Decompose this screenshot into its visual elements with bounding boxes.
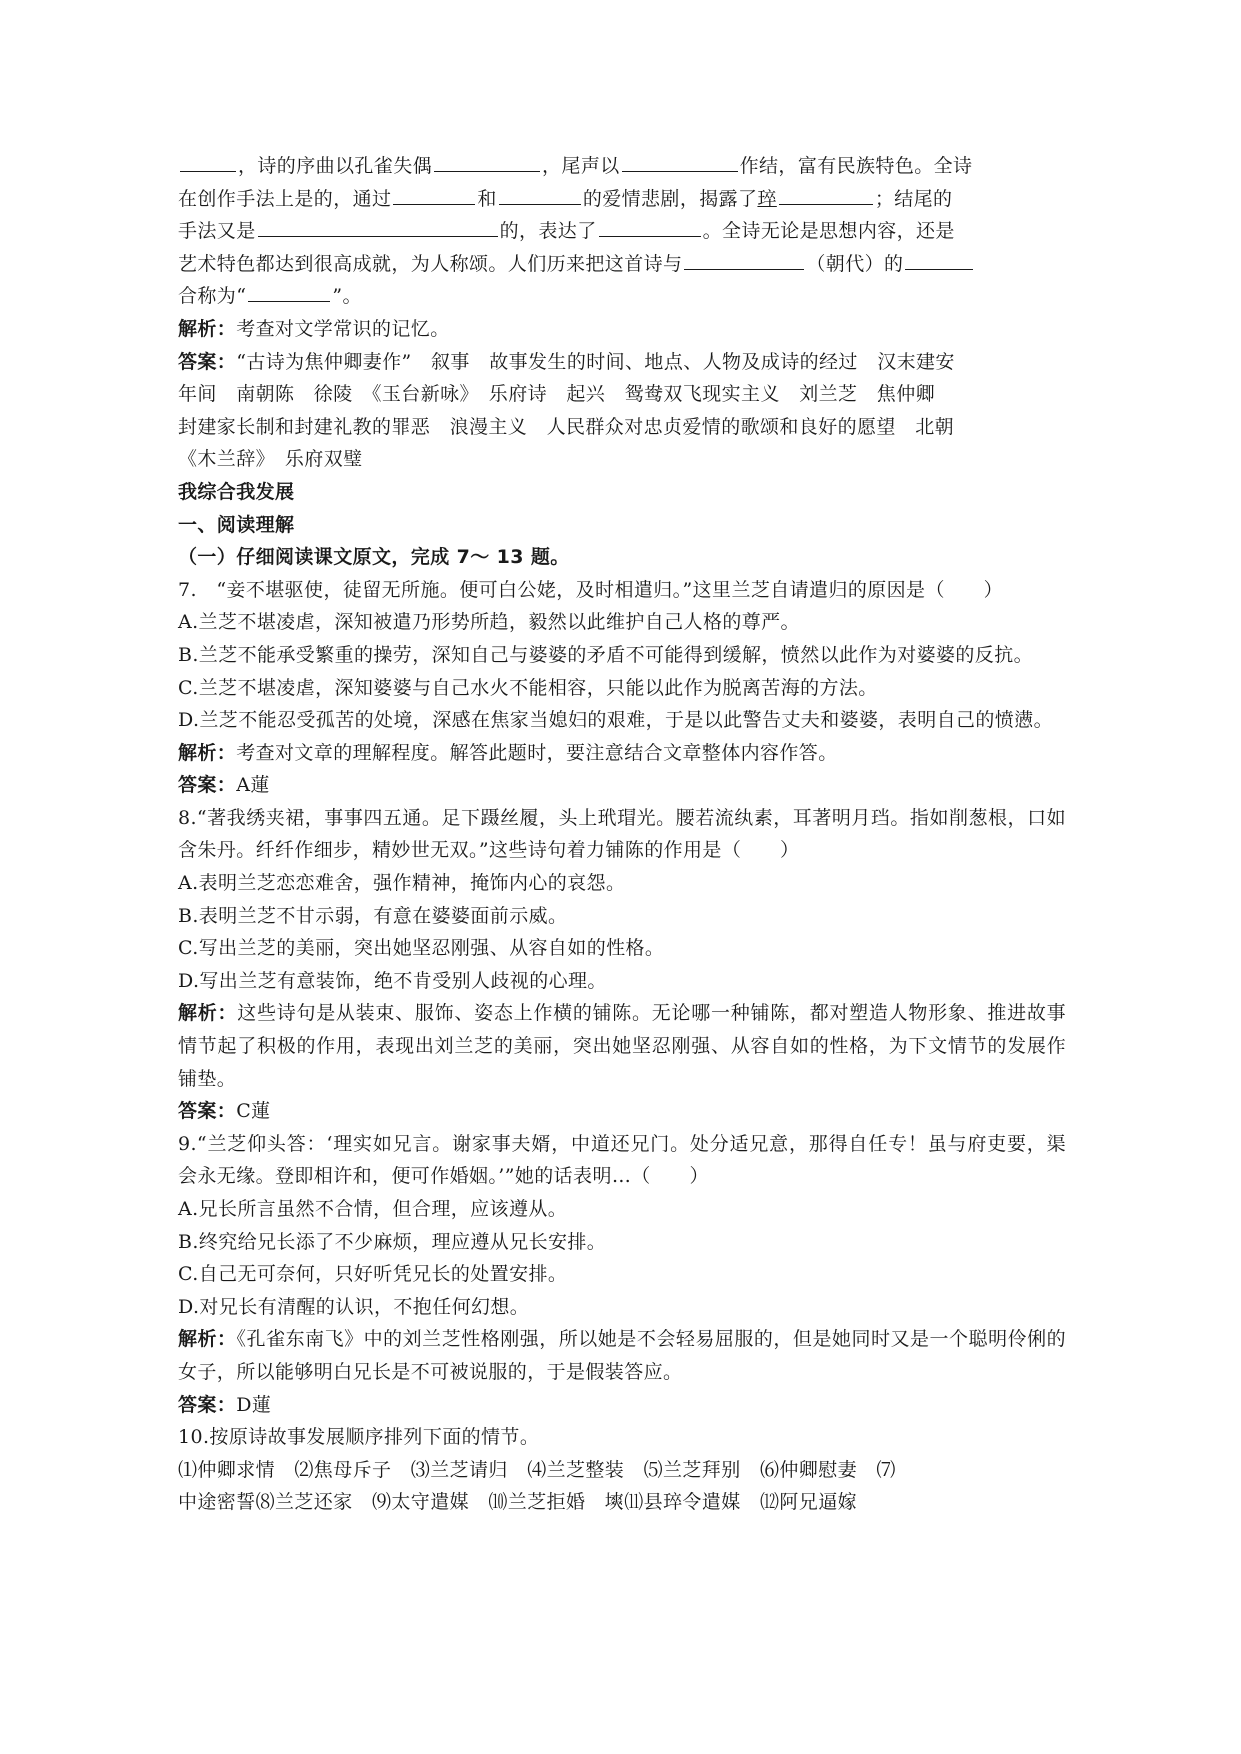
text: 艺术特色都达到很高成就，为人称颂。人们历来把这首诗与 — [178, 252, 683, 275]
q7-option-c: C.兰芝不堪凌虐，深知婆婆与自己水火不能相容，只能以此作为脱离苦海的方法。 — [178, 676, 878, 699]
blank — [258, 216, 498, 237]
blank — [684, 249, 804, 270]
blank — [180, 151, 236, 172]
answer-label: 答案： — [178, 1393, 237, 1416]
q7-answer — [178, 769, 1066, 802]
q9-option-b: B.终究给兄长添了不少麻烦，理应遵从兄长安排。 — [178, 1230, 607, 1253]
q6-answer-line-3: 封建家长制和封建礼教的罪恶 浪漫主义 人民群众对忠贞爱情的歌颂和良好的愿望 北朝 — [178, 415, 955, 438]
q7-option-d: D.兰芝不能忍受孤苦的处境，深感在焦家当媳妇的艰难，于是以此警告丈夫和婆婆，表明自己的愤懑。 — [178, 709, 1053, 732]
q9-option-c: C.自己无可奈何，只好听凭兄长的处置安排。 — [178, 1263, 568, 1286]
fill-line-4 — [178, 248, 1066, 281]
answer-label: 答案： — [178, 350, 237, 373]
q7-option-b: B.兰芝不能承受繁重的操劳，深知自己与婆婆的矛盾不可能得到缓解，愤然以此作为对婆婆的反抗。 — [178, 643, 1034, 666]
document-body — [178, 150, 1066, 1519]
text: 琗 — [757, 187, 777, 210]
answer-label: 答案： — [178, 774, 237, 797]
section-subtitle: 一、阅读理解 — [178, 513, 295, 536]
blank — [434, 151, 540, 172]
blank — [905, 249, 973, 270]
text: 作结，富有民族特色。全诗 — [739, 155, 973, 177]
q9-stem: 9.“兰芝仰头答：‘理实如兄言。谢家事夫婿，中道还兄门。处分适兄意，那得自任专！虽与府吏要，渠会永无缘。登即相许和，便可作婚姻。’”她的话表明…（ ） — [178, 1132, 1066, 1188]
text: ，尾声以 — [542, 155, 620, 177]
q9-analysis — [178, 1323, 1066, 1388]
analysis-label: 解析： — [178, 741, 237, 764]
text: 和 — [477, 187, 497, 210]
q9-answer — [178, 1389, 1066, 1422]
analysis-label: 解析： — [178, 317, 237, 340]
fill-line-3 — [178, 215, 1066, 248]
text: ”。 — [332, 285, 362, 308]
blank — [779, 184, 873, 205]
answer-text: A蓮 — [236, 774, 270, 797]
fill-line-2 — [178, 183, 1066, 216]
q6-answer — [178, 346, 1066, 379]
section-title: 我综合我发展 — [178, 480, 295, 503]
q8-option-a: A.表明兰芝恋恋难舍，强作精神，掩饰内心的哀怨。 — [178, 872, 626, 895]
q9-option-a: A.兄长所言虽然不合情，但合理，应该遵从。 — [178, 1198, 568, 1220]
q10-items-line-1: ⑴仲卿求情 ⑵焦母斥子 ⑶兰芝请归 ⑷兰芝整装 ⑸兰芝拜别 ⑹仲卿慰妻 ⑺ — [178, 1458, 896, 1481]
text: （朝代）的 — [806, 252, 904, 275]
blank — [248, 281, 330, 302]
text: 合称为“ — [178, 285, 247, 308]
q9-option-d: D.对兄长有清醒的认识，不抱任何幻想。 — [178, 1295, 530, 1318]
analysis-text: 《孔雀东南飞》中的刘兰芝性格刚强，所以她是不会轻易屈服的，但是她同时又是一个聪明伶俐的女子，所以能够明白兄长是不可被说服的，于是假装答应。 — [178, 1328, 1067, 1383]
q8-option-d: D.写出兰芝有意装饰，绝不肯受别人歧视的心理。 — [178, 969, 607, 992]
answer-text: C蓮 — [236, 1100, 271, 1123]
analysis-text: 这些诗句是从装束、服饰、姿态上作横的铺陈。无论哪一种铺陈，都对塑造人物形象、推进故事情节起了积极的作用，表现出刘兰芝的美丽，突出她坚忍刚强、从容自如的性格，为下文情节的发展作铺垫。 — [178, 1002, 1066, 1090]
q8-analysis — [178, 997, 1066, 1095]
q7-analysis — [178, 737, 1066, 770]
text: 在创作手法上是的，通过 — [178, 187, 392, 210]
fill-line-1 — [178, 150, 1066, 183]
q7-stem: 7. “妾不堪驱使，徒留无所施。便可白公姥，及时相遣归。”这里兰芝自请遣归的原因是（ ） — [178, 578, 1004, 601]
text: ；结尾的 — [874, 187, 953, 210]
blank — [393, 184, 475, 205]
q6-analysis — [178, 313, 1066, 346]
q6-answer-line-2: 年间 南朝陈 徐陵 《玉台新咏》 乐府诗 起兴 鸳鸯双飞现实主义 刘兰芝 焦仲卿 — [178, 383, 936, 406]
text: ，诗的序曲以孔雀失偶 — [238, 155, 433, 177]
text: 的爱情悲剧，揭露了 — [582, 187, 758, 210]
group-title: （一）仔细阅读课文原文，完成 7～ 13 题。 — [178, 546, 570, 569]
answer-text: “古诗为焦仲卿妻作” 叙事 故事发生的时间、地点、人物及成诗的经过 汉末建安 — [236, 350, 955, 373]
q8-answer — [178, 1095, 1066, 1128]
analysis-text: 考查对文章的理解程度。解答此题时，要注意结合文章整体内容作答。 — [236, 741, 838, 764]
blank — [622, 151, 738, 172]
analysis-label: 解析： — [178, 1002, 238, 1025]
blank — [499, 184, 581, 205]
fill-line-5 — [178, 280, 1066, 313]
q6-answer-line-4: 《木兰辞》 乐府双璧 — [178, 448, 363, 471]
analysis-text: 考查对文学常识的记忆。 — [236, 317, 450, 340]
text: 的，表达了 — [499, 220, 597, 243]
analysis-label: 解析： — [178, 1328, 237, 1351]
text: 。全诗无论是思想内容，还是 — [702, 220, 955, 243]
text: 手法又是 — [178, 220, 256, 243]
q10-stem: 10.按原诗故事发展顺序排列下面的情节。 — [178, 1426, 540, 1449]
q10-items-line-2: 中途密誓⑻兰芝还家 ⑼太守遣媒 ⑽兰芝拒婚 塽⑾县琗令遣媒 ⑿阿兄逼嫁 — [178, 1491, 858, 1514]
q8-option-b: B.表明兰芝不甘示弱，有意在婆婆面前示威。 — [178, 904, 568, 927]
q7-option-a: A.兰芝不堪凌虐，深知被遣乃形势所趋，毅然以此维护自己人格的尊严。 — [178, 611, 800, 634]
answer-label: 答案： — [178, 1100, 237, 1123]
q8-stem: 8.“著我绣夹裙，事事四五通。足下蹑丝履，头上玳瑁光。腰若流纨素，耳著明月珰。指如削葱根，口如含朱丹。纤纤作细步，精妙世无双。”这些诗句着力铺陈的作用是（ ） — [178, 806, 1066, 862]
answer-text: D蓮 — [236, 1393, 272, 1416]
q8-option-c: C.写出兰芝的美丽，突出她坚忍刚强、从容自如的性格。 — [178, 937, 665, 960]
blank — [599, 216, 701, 237]
